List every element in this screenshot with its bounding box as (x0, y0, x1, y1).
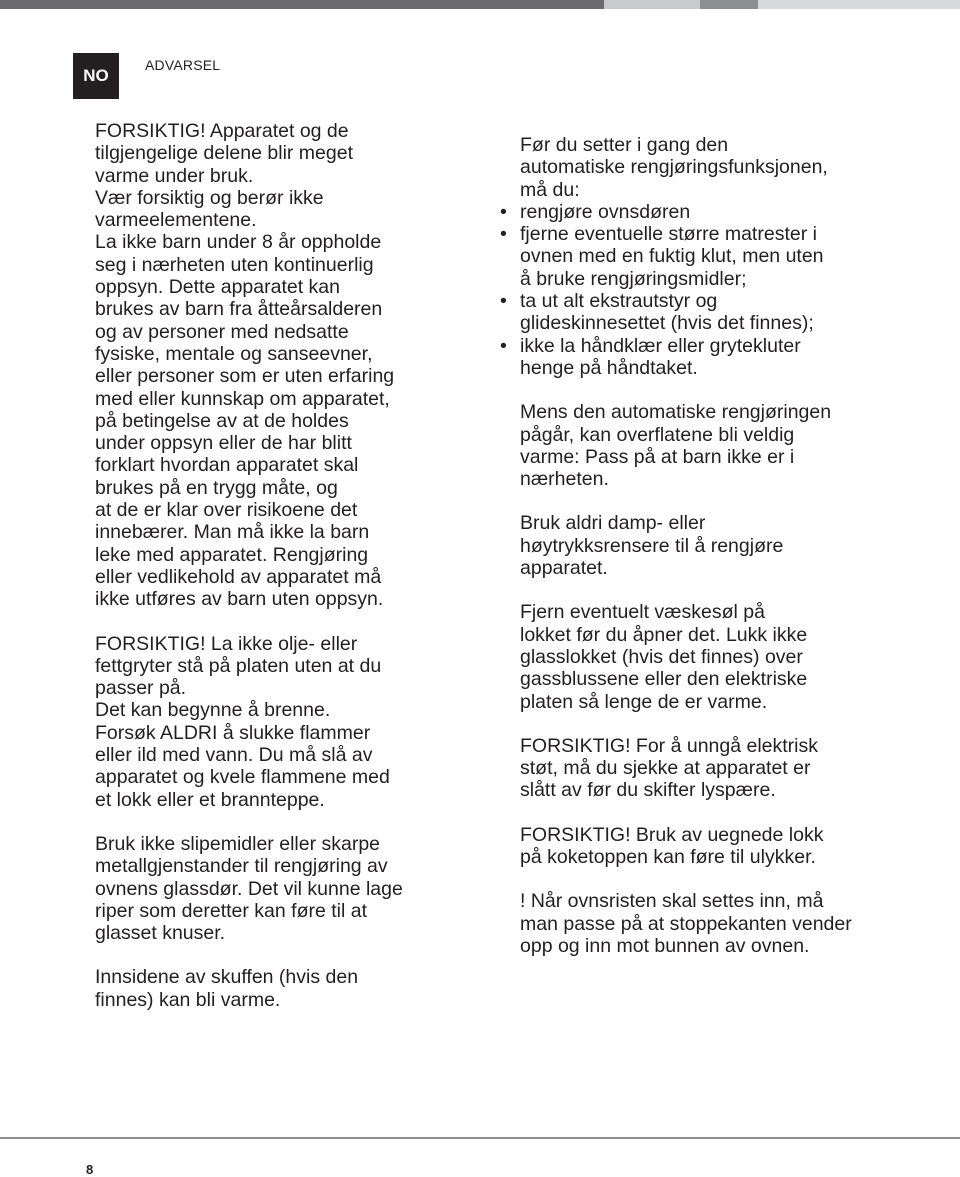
note-paragraph-oven-rack: ! Når ovnsristen skal settes inn, må man passe på at stoppekanten vender opp og inn mot bunnen av ovnen. (520, 890, 852, 957)
warning-paragraph-glass-lid: Fjern eventuelt væskesøl på lokket før du åpner det. Lukk ikke glasslokket (hvis det finnes) over gassblussene eller den elektriske platen så lenge de er varme. (520, 601, 808, 713)
top-bar-segment-light-end (758, 0, 960, 9)
left-column (95, 120, 475, 1011)
right-column (520, 134, 940, 957)
page-number: 8 (86, 1162, 94, 1177)
warning-paragraph-lamp: FORSIKTIG! For å unngå elektrisk støt, må du sjekke at apparatet er slått av før du skifter lyspære. (520, 734, 819, 802)
warning-paragraph-abrasives: Bruk ikke slipemidler eller skarpe metallgjenstander til rengjøring av ovnens glassdør. Det vil kunne lage riper som deretter kan føre til at glasset knuser. (95, 832, 403, 945)
footer-divider (0, 1137, 960, 1139)
top-color-bar (0, 0, 960, 9)
cleaning-checklist (520, 201, 940, 379)
warning-paragraph-self-clean-hot: Mens den automatiske rengjøringen pågår, kan overflatene bli veldig varme: Pass på at barn ikke er i nærheten. (520, 401, 832, 491)
warning-paragraph-oil-pans: FORSIKTIG! La ikke olje- eller fettgryter stå på platen uten at du passer på. Det kan begynne å brenne. Forsøk ALDRI å slukke flammer eller ild med vann. Du må slå av apparatet og kvele flammene med et lokk eller et brannteppe. (95, 632, 390, 811)
warning-paragraph-steam-cleaner: Bruk aldri damp- eller høytrykksrensere til å rengjøre apparatet. (520, 512, 784, 580)
warning-paragraph-hot-parts: FORSIKTIG! Apparatet og de tilgjengelige delene blir meget varme under bruk. Vær forsiktig og berør ikke varmeelementene. La ikke barn under 8 år oppholde seg i nærheten uten kontinuerlig oppsyn. Dette apparatet kan brukes av barn fra åtteårsalderen og av personer med nedsatte fysiske, mentale og sanseevner, eller personer som er uten erfaring med eller kunnskap om apparatet, på betingelse av at de holdes under oppsyn eller de har blitt forklart hvordan apparatet skal brukes på en trygg måte, og at de er klar over risikoene det innebærer. Man må ikke la barn leke med apparatet. Rengjøring eller vedlikehold av apparatet må ikke utføres av barn uten oppsyn. (95, 120, 395, 611)
list-item: • fjerne eventuelle større matrester i ovnen med en fuktig klut, men uten å bruke rengjøringsmidler; (520, 223, 940, 290)
list-item: • rengjøre ovnsdøren (520, 201, 940, 223)
warning-paragraph-lids: FORSIKTIG! Bruk av uegnede lokk på koketoppen kan føre til ulykker. (520, 823, 824, 869)
top-bar-segment-dark (0, 0, 604, 9)
top-bar-segment-light (604, 0, 700, 9)
warning-paragraph-drawer: Innsidene av skuffen (hvis den finnes) kan bli varme. (95, 966, 359, 1011)
list-item: • ikke la håndklær eller grytekluter henge på håndtaket. (520, 335, 940, 380)
section-title: ADVARSEL (145, 57, 221, 73)
list-item: • ta ut alt ekstrautstyr og glideskinnesettet (hvis det finnes); (520, 290, 940, 335)
top-bar-segment-mid (700, 0, 758, 9)
language-badge: NO (73, 53, 119, 99)
cleaning-intro: Før du setter i gang den automatiske rengjøringsfunksjonen, må du: (520, 134, 828, 201)
